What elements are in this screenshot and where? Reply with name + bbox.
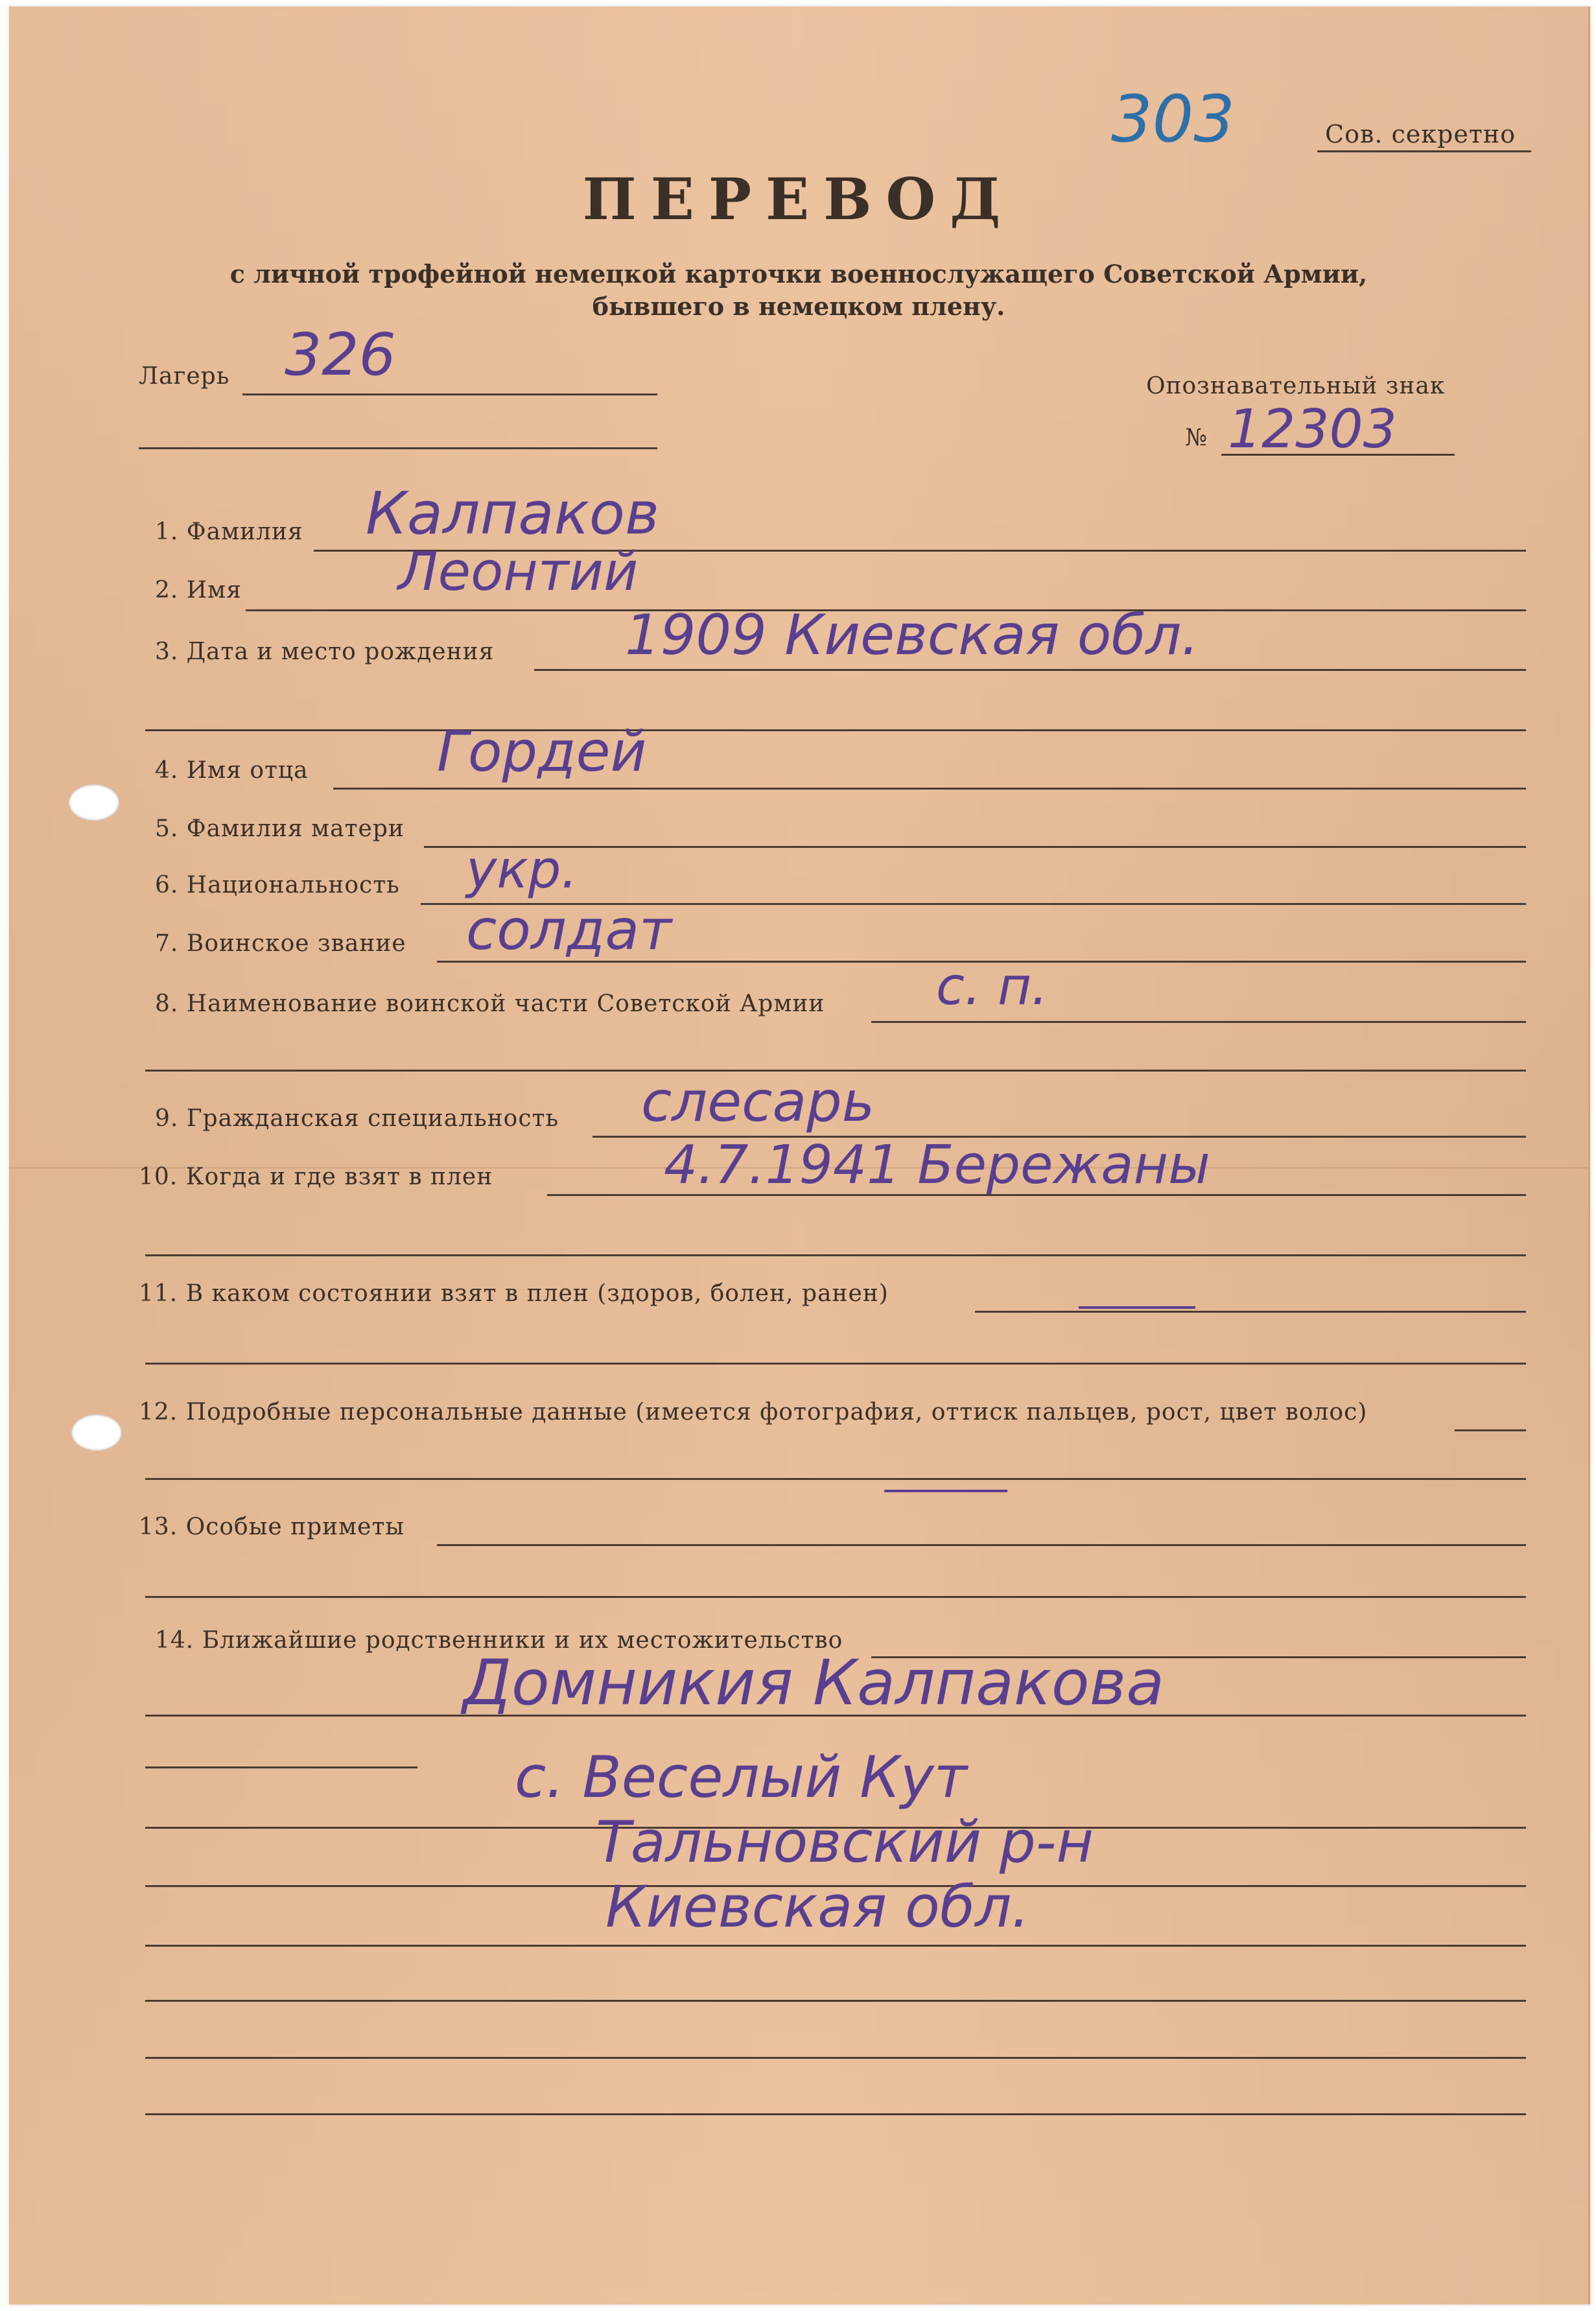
field-line — [145, 1478, 1526, 1480]
field-line — [145, 1363, 1526, 1365]
field-line — [145, 1945, 1526, 1947]
field-label-nationality: 6. Национальность — [155, 872, 400, 898]
field-value-name: Леонтий — [398, 541, 639, 603]
field-line — [145, 2113, 1526, 2115]
document-title: ПЕРЕВОД — [582, 165, 1015, 233]
camp-line-2 — [139, 447, 657, 449]
field-label-father: 4. Имя отца — [155, 757, 309, 784]
field-label-unit: 8. Наименование воинской части Советской Армии — [155, 991, 825, 1017]
field-label-rank: 7. Воинское звание — [155, 930, 406, 957]
field-line — [145, 729, 1526, 731]
field-label-marks: 13. Особые приметы — [139, 1514, 405, 1540]
field-value-birth: 1909 Киевская обл. — [625, 603, 1199, 668]
archive-number: 303 — [1111, 81, 1235, 157]
field-line — [871, 1021, 1526, 1023]
field-label-mother: 5. Фамилия матери — [155, 815, 405, 842]
field-label-name: 2. Имя — [155, 577, 242, 604]
field-line — [1455, 1429, 1526, 1431]
subtitle-line-2: бывшего в немецком плену. — [592, 292, 1005, 321]
field-line — [437, 1544, 1526, 1546]
field-value-rank: солдат — [466, 898, 672, 963]
document-sheet — [9, 6, 1590, 2305]
field-line — [424, 846, 1526, 848]
relatives-line-3: Тальновский р-н — [596, 1809, 1094, 1875]
camp-value: 326 — [285, 321, 396, 389]
field-label-profession: 9. Гражданская специальность — [155, 1105, 559, 1132]
field-line — [145, 1254, 1526, 1256]
relatives-line-1: Домникия Калпакова — [463, 1647, 1165, 1719]
field-label-condition: 11. В каком состоянии взят в плен (здоров, болен, ранен) — [139, 1280, 889, 1307]
subtitle-line-1: с личной трофейной немецкой карточки военнослужащего Советской Армии, — [229, 259, 1368, 288]
field-label-relatives: 14. Ближайшие родственники и их местожительство — [155, 1627, 843, 1654]
field-line — [145, 1766, 417, 1768]
field-value-profession: слесарь — [641, 1070, 875, 1134]
field-line — [145, 1596, 1526, 1598]
id-tag-prefix: № — [1185, 425, 1208, 451]
classification-stamp: Сов. секретно — [1325, 120, 1516, 148]
field-value-father: Гордей — [437, 720, 647, 784]
camp-line — [242, 393, 657, 395]
id-tag-value: 12303 — [1228, 399, 1397, 460]
field-value-nationality: укр. — [466, 839, 578, 900]
id-tag-label: Опознавательный знак — [1146, 373, 1446, 399]
field-value-captured: 4.7.1941 Бережаны — [664, 1134, 1210, 1196]
camp-label: Лагерь — [139, 363, 230, 390]
field-line — [145, 2057, 1526, 2059]
field-line — [534, 669, 1526, 671]
field-label-captured: 10. Когда и где взят в плен — [139, 1164, 493, 1190]
field-label-birth: 3. Дата и место рождения — [155, 639, 495, 665]
relatives-line-2: с. Веселый Кут — [515, 1744, 968, 1811]
punch-hole — [69, 784, 119, 821]
field-line — [333, 788, 1526, 790]
classification-underline — [1317, 150, 1531, 152]
field-line — [145, 2000, 1526, 2002]
relatives-line-4: Киевская обл. — [605, 1873, 1030, 1940]
field-line — [145, 1715, 1526, 1717]
field-label-personal-data: 12. Подробные персональные данные (имеется фотография, оттиск пальцев, рост, цвет волос) — [139, 1399, 1368, 1425]
field-label-surname: 1. Фамилия — [155, 519, 303, 545]
field-line — [975, 1311, 1526, 1313]
punch-hole — [71, 1414, 122, 1451]
field-value-surname: Калпаков — [366, 480, 660, 548]
handwritten-dash — [884, 1490, 1007, 1492]
field-value-unit: с. п. — [936, 956, 1048, 1016]
handwritten-dash — [1079, 1306, 1195, 1309]
